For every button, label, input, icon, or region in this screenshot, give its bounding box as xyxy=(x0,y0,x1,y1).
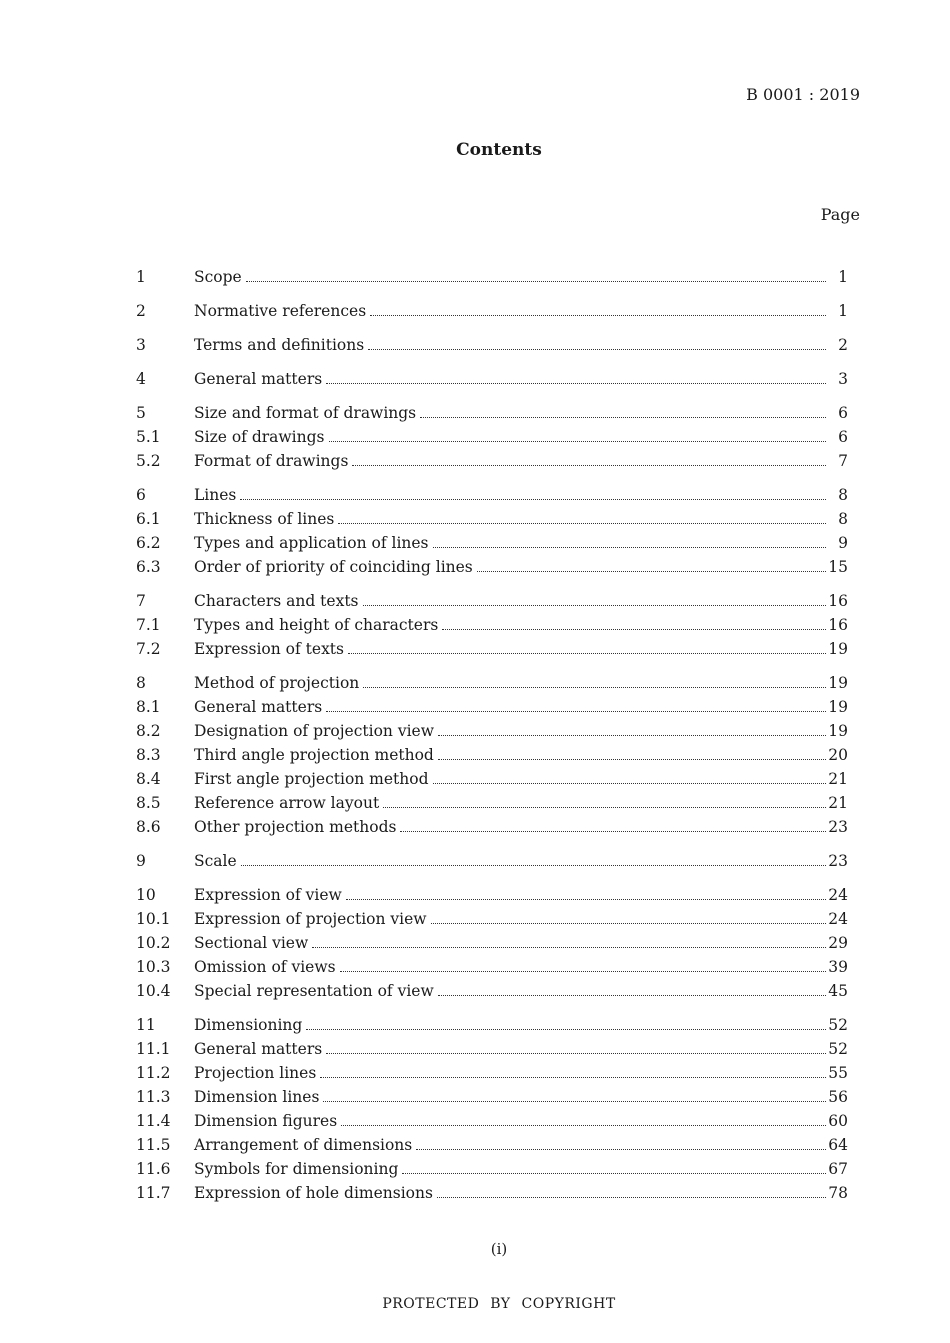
toc-entry[interactable] xyxy=(136,637,848,661)
toc-dot-leader xyxy=(340,971,826,972)
toc-entry-number: 10 xyxy=(136,886,156,904)
toc-group xyxy=(136,1013,848,1205)
toc-entry[interactable] xyxy=(136,613,848,637)
toc-entry-number: 10.2 xyxy=(136,934,171,952)
toc-entry-page: 55 xyxy=(828,1064,848,1082)
toc-dot-leader xyxy=(433,783,826,784)
page-column-heading: Page xyxy=(820,205,860,224)
toc-entry-title: Size of drawings xyxy=(194,428,325,446)
toc-entry-page: 15 xyxy=(828,558,848,576)
toc-entry-number: 8.4 xyxy=(136,770,161,788)
toc-dot-leader xyxy=(368,349,826,350)
toc-group xyxy=(136,333,848,357)
toc-entry-page: 2 xyxy=(838,336,848,354)
toc-entry-title: Terms and definitions xyxy=(194,336,365,354)
toc-entry-title: Dimension lines xyxy=(194,1088,320,1106)
toc-entry-page: 21 xyxy=(828,770,848,788)
toc-entry-title: Omission of views xyxy=(194,958,336,976)
toc-dot-leader xyxy=(416,1149,826,1150)
toc-entry[interactable] xyxy=(136,367,848,391)
toc-group xyxy=(136,483,848,579)
toc-entry-number: 11.7 xyxy=(136,1184,171,1202)
toc-entry-title: Designation of projection view xyxy=(194,722,434,740)
toc-entry-number: 11.5 xyxy=(136,1136,171,1154)
toc-entry-page: 23 xyxy=(828,818,848,836)
toc-dot-leader xyxy=(241,865,826,866)
toc-entry[interactable] xyxy=(136,719,848,743)
toc-entry-title: Special representation of view xyxy=(194,982,434,1000)
toc-entry-page: 19 xyxy=(828,722,848,740)
toc-entry[interactable] xyxy=(136,767,848,791)
toc-group xyxy=(136,265,848,289)
toc-entry[interactable] xyxy=(136,449,848,473)
toc-entry-title: Scope xyxy=(194,268,242,286)
toc-entry-title: Sectional view xyxy=(194,934,309,952)
toc-dot-leader xyxy=(370,315,826,316)
toc-group xyxy=(136,367,848,391)
toc-entry-page: 60 xyxy=(828,1112,848,1130)
toc-entry-number: 7.2 xyxy=(136,640,161,658)
toc-entry-number: 5 xyxy=(136,404,146,422)
toc-dot-leader xyxy=(346,899,826,900)
toc-entry-title: Types and height of characters xyxy=(194,616,439,634)
toc-entry-page: 16 xyxy=(828,616,848,634)
toc-entry[interactable] xyxy=(136,1037,848,1061)
toc-group xyxy=(136,299,848,323)
toc-entry[interactable] xyxy=(136,815,848,839)
toc-entry-page: 1 xyxy=(838,268,848,286)
toc-dot-leader xyxy=(352,465,826,466)
toc-entry-page: 23 xyxy=(828,852,848,870)
toc-entry[interactable] xyxy=(136,531,848,555)
toc-entry-page: 19 xyxy=(828,698,848,716)
toc-entry[interactable] xyxy=(136,265,848,289)
toc-entry-title: Lines xyxy=(194,486,237,504)
toc-entry[interactable] xyxy=(136,931,848,955)
toc-entry-number: 3 xyxy=(136,336,146,354)
toc-entry[interactable] xyxy=(136,483,848,507)
toc-dot-leader xyxy=(240,499,826,500)
toc-entry-page: 52 xyxy=(828,1016,848,1034)
toc-entry-title: Other projection methods xyxy=(194,818,397,836)
toc-entry[interactable] xyxy=(136,1013,848,1037)
toc-entry-title: First angle projection method xyxy=(194,770,429,788)
toc-entry[interactable] xyxy=(136,1061,848,1085)
toc-entry-page: 56 xyxy=(828,1088,848,1106)
toc-entry[interactable] xyxy=(136,979,848,1003)
toc-entry[interactable] xyxy=(136,849,848,873)
toc-dot-leader xyxy=(400,831,826,832)
toc-dot-leader xyxy=(438,759,826,760)
toc-entry-number: 8.1 xyxy=(136,698,161,716)
toc-entry[interactable] xyxy=(136,671,848,695)
toc-entry-title: Order of priority of coinciding lines xyxy=(194,558,473,576)
toc-dot-leader xyxy=(438,735,826,736)
standard-number: B 0001 : 2019 xyxy=(746,85,860,104)
toc-entry-number: 7 xyxy=(136,592,146,610)
toc-dot-leader xyxy=(442,629,826,630)
toc-group xyxy=(136,401,848,473)
toc-entry-page: 45 xyxy=(828,982,848,1000)
toc-dot-leader xyxy=(477,571,826,572)
toc-entry-title: Types and application of lines xyxy=(194,534,429,552)
toc-entry[interactable] xyxy=(136,1157,848,1181)
toc-entry-page: 19 xyxy=(828,674,848,692)
toc-entry-number: 6.1 xyxy=(136,510,161,528)
toc-entry-page: 24 xyxy=(828,886,848,904)
toc-entry[interactable] xyxy=(136,743,848,767)
toc-dot-leader xyxy=(326,711,826,712)
toc-dot-leader xyxy=(306,1029,826,1030)
toc-entry-page: 20 xyxy=(828,746,848,764)
toc-entry-page: 29 xyxy=(828,934,848,952)
toc-entry[interactable] xyxy=(136,425,848,449)
toc-dot-leader xyxy=(329,441,827,442)
toc-entry-page: 64 xyxy=(828,1136,848,1154)
toc-entry-title: Expression of projection view xyxy=(194,910,427,928)
table-of-contents xyxy=(136,265,848,1215)
toc-entry-page: 21 xyxy=(828,794,848,812)
toc-entry-title: Dimensioning xyxy=(194,1016,303,1034)
toc-dot-leader xyxy=(383,807,826,808)
toc-entry[interactable] xyxy=(136,333,848,357)
toc-entry-title: Arrangement of dimensions xyxy=(194,1136,413,1154)
toc-dot-leader xyxy=(348,653,826,654)
toc-entry-number: 9 xyxy=(136,852,146,870)
toc-entry-page: 8 xyxy=(838,510,848,528)
toc-entry-number: 8.5 xyxy=(136,794,161,812)
toc-entry-number: 2 xyxy=(136,302,146,320)
page-number: (i) xyxy=(490,1240,508,1258)
toc-dot-leader xyxy=(246,281,826,282)
toc-entry-page: 7 xyxy=(838,452,848,470)
toc-entry-number: 6.2 xyxy=(136,534,161,552)
toc-entry[interactable] xyxy=(136,1181,848,1205)
toc-entry-title: Reference arrow layout xyxy=(194,794,380,812)
toc-entry-title: Expression of texts xyxy=(194,640,344,658)
toc-entry-title: Expression of hole dimensions xyxy=(194,1184,433,1202)
toc-dot-leader xyxy=(338,523,826,524)
toc-entry-number: 11.1 xyxy=(136,1040,171,1058)
toc-entry-number: 8.6 xyxy=(136,818,161,836)
toc-entry-page: 19 xyxy=(828,640,848,658)
toc-entry-title: Format of drawings xyxy=(194,452,349,470)
toc-entry-number: 8.2 xyxy=(136,722,161,740)
toc-dot-leader xyxy=(402,1173,826,1174)
toc-entry-page: 24 xyxy=(828,910,848,928)
toc-entry[interactable] xyxy=(136,907,848,931)
toc-entry[interactable] xyxy=(136,1133,848,1157)
toc-entry-page: 6 xyxy=(838,428,848,446)
toc-entry-number: 8 xyxy=(136,674,146,692)
toc-entry-number: 10.3 xyxy=(136,958,171,976)
toc-entry-title: Projection lines xyxy=(194,1064,317,1082)
copyright-notice: PROTECTED BY COPYRIGHT xyxy=(382,1296,616,1312)
toc-dot-leader xyxy=(363,687,826,688)
toc-dot-leader xyxy=(431,923,826,924)
toc-entry-page: 39 xyxy=(828,958,848,976)
toc-entry-number: 4 xyxy=(136,370,146,388)
toc-entry-title: Thickness of lines xyxy=(194,510,335,528)
toc-entry-number: 5.2 xyxy=(136,452,161,470)
page-title: Contents xyxy=(456,140,542,160)
toc-entry-title: Normative references xyxy=(194,302,367,320)
toc-entry-title: Dimension figures xyxy=(194,1112,338,1130)
toc-entry-number: 8.3 xyxy=(136,746,161,764)
toc-dot-leader xyxy=(363,605,826,606)
toc-dot-leader xyxy=(438,995,826,996)
toc-entry[interactable] xyxy=(136,1109,848,1133)
toc-entry-title: Third angle projection method xyxy=(194,746,434,764)
toc-entry-number: 6 xyxy=(136,486,146,504)
toc-entry-number: 11 xyxy=(136,1016,156,1034)
toc-entry-title: Characters and texts xyxy=(194,592,359,610)
toc-entry-page: 1 xyxy=(838,302,848,320)
toc-entry-number: 10.1 xyxy=(136,910,171,928)
toc-entry-page: 9 xyxy=(838,534,848,552)
toc-entry-page: 8 xyxy=(838,486,848,504)
toc-entry-title: Symbols for dimensioning xyxy=(194,1160,399,1178)
toc-entry-number: 1 xyxy=(136,268,146,286)
toc-entry-page: 3 xyxy=(838,370,848,388)
toc-entry[interactable] xyxy=(136,555,848,579)
toc-entry-number: 11.6 xyxy=(136,1160,171,1178)
toc-dot-leader xyxy=(326,1053,826,1054)
toc-entry-number: 5.1 xyxy=(136,428,161,446)
toc-dot-leader xyxy=(341,1125,826,1126)
toc-dot-leader xyxy=(323,1101,826,1102)
toc-entry[interactable] xyxy=(136,791,848,815)
toc-dot-leader xyxy=(433,547,826,548)
toc-group xyxy=(136,589,848,661)
toc-group xyxy=(136,849,848,873)
toc-entry[interactable] xyxy=(136,589,848,613)
toc-entry-page: 16 xyxy=(828,592,848,610)
toc-entry-number: 11.4 xyxy=(136,1112,171,1130)
toc-entry-page: 52 xyxy=(828,1040,848,1058)
toc-entry-title: Method of projection xyxy=(194,674,360,692)
toc-entry-page: 78 xyxy=(828,1184,848,1202)
toc-dot-leader xyxy=(326,383,826,384)
toc-dot-leader xyxy=(320,1077,826,1078)
toc-entry-number: 11.2 xyxy=(136,1064,171,1082)
toc-entry[interactable] xyxy=(136,955,848,979)
toc-entry[interactable] xyxy=(136,401,848,425)
toc-group xyxy=(136,671,848,839)
toc-entry-number: 6.3 xyxy=(136,558,161,576)
toc-dot-leader xyxy=(437,1197,826,1198)
toc-entry[interactable] xyxy=(136,695,848,719)
toc-group xyxy=(136,883,848,1003)
toc-entry[interactable] xyxy=(136,883,848,907)
toc-entry-title: Scale xyxy=(194,852,237,870)
toc-entry-page: 67 xyxy=(828,1160,848,1178)
toc-entry[interactable] xyxy=(136,299,848,323)
toc-entry-title: General matters xyxy=(194,1040,323,1058)
toc-entry-number: 11.3 xyxy=(136,1088,171,1106)
toc-entry-title: Expression of view xyxy=(194,886,342,904)
toc-entry-title: General matters xyxy=(194,698,323,716)
toc-entry-title: Size and format of drawings xyxy=(194,404,417,422)
toc-dot-leader xyxy=(312,947,826,948)
toc-entry[interactable] xyxy=(136,507,848,531)
toc-entry[interactable] xyxy=(136,1085,848,1109)
toc-dot-leader xyxy=(420,417,826,418)
toc-entry-number: 10.4 xyxy=(136,982,171,1000)
toc-entry-number: 7.1 xyxy=(136,616,161,634)
toc-entry-title: General matters xyxy=(194,370,323,388)
toc-entry-page: 6 xyxy=(838,404,848,422)
